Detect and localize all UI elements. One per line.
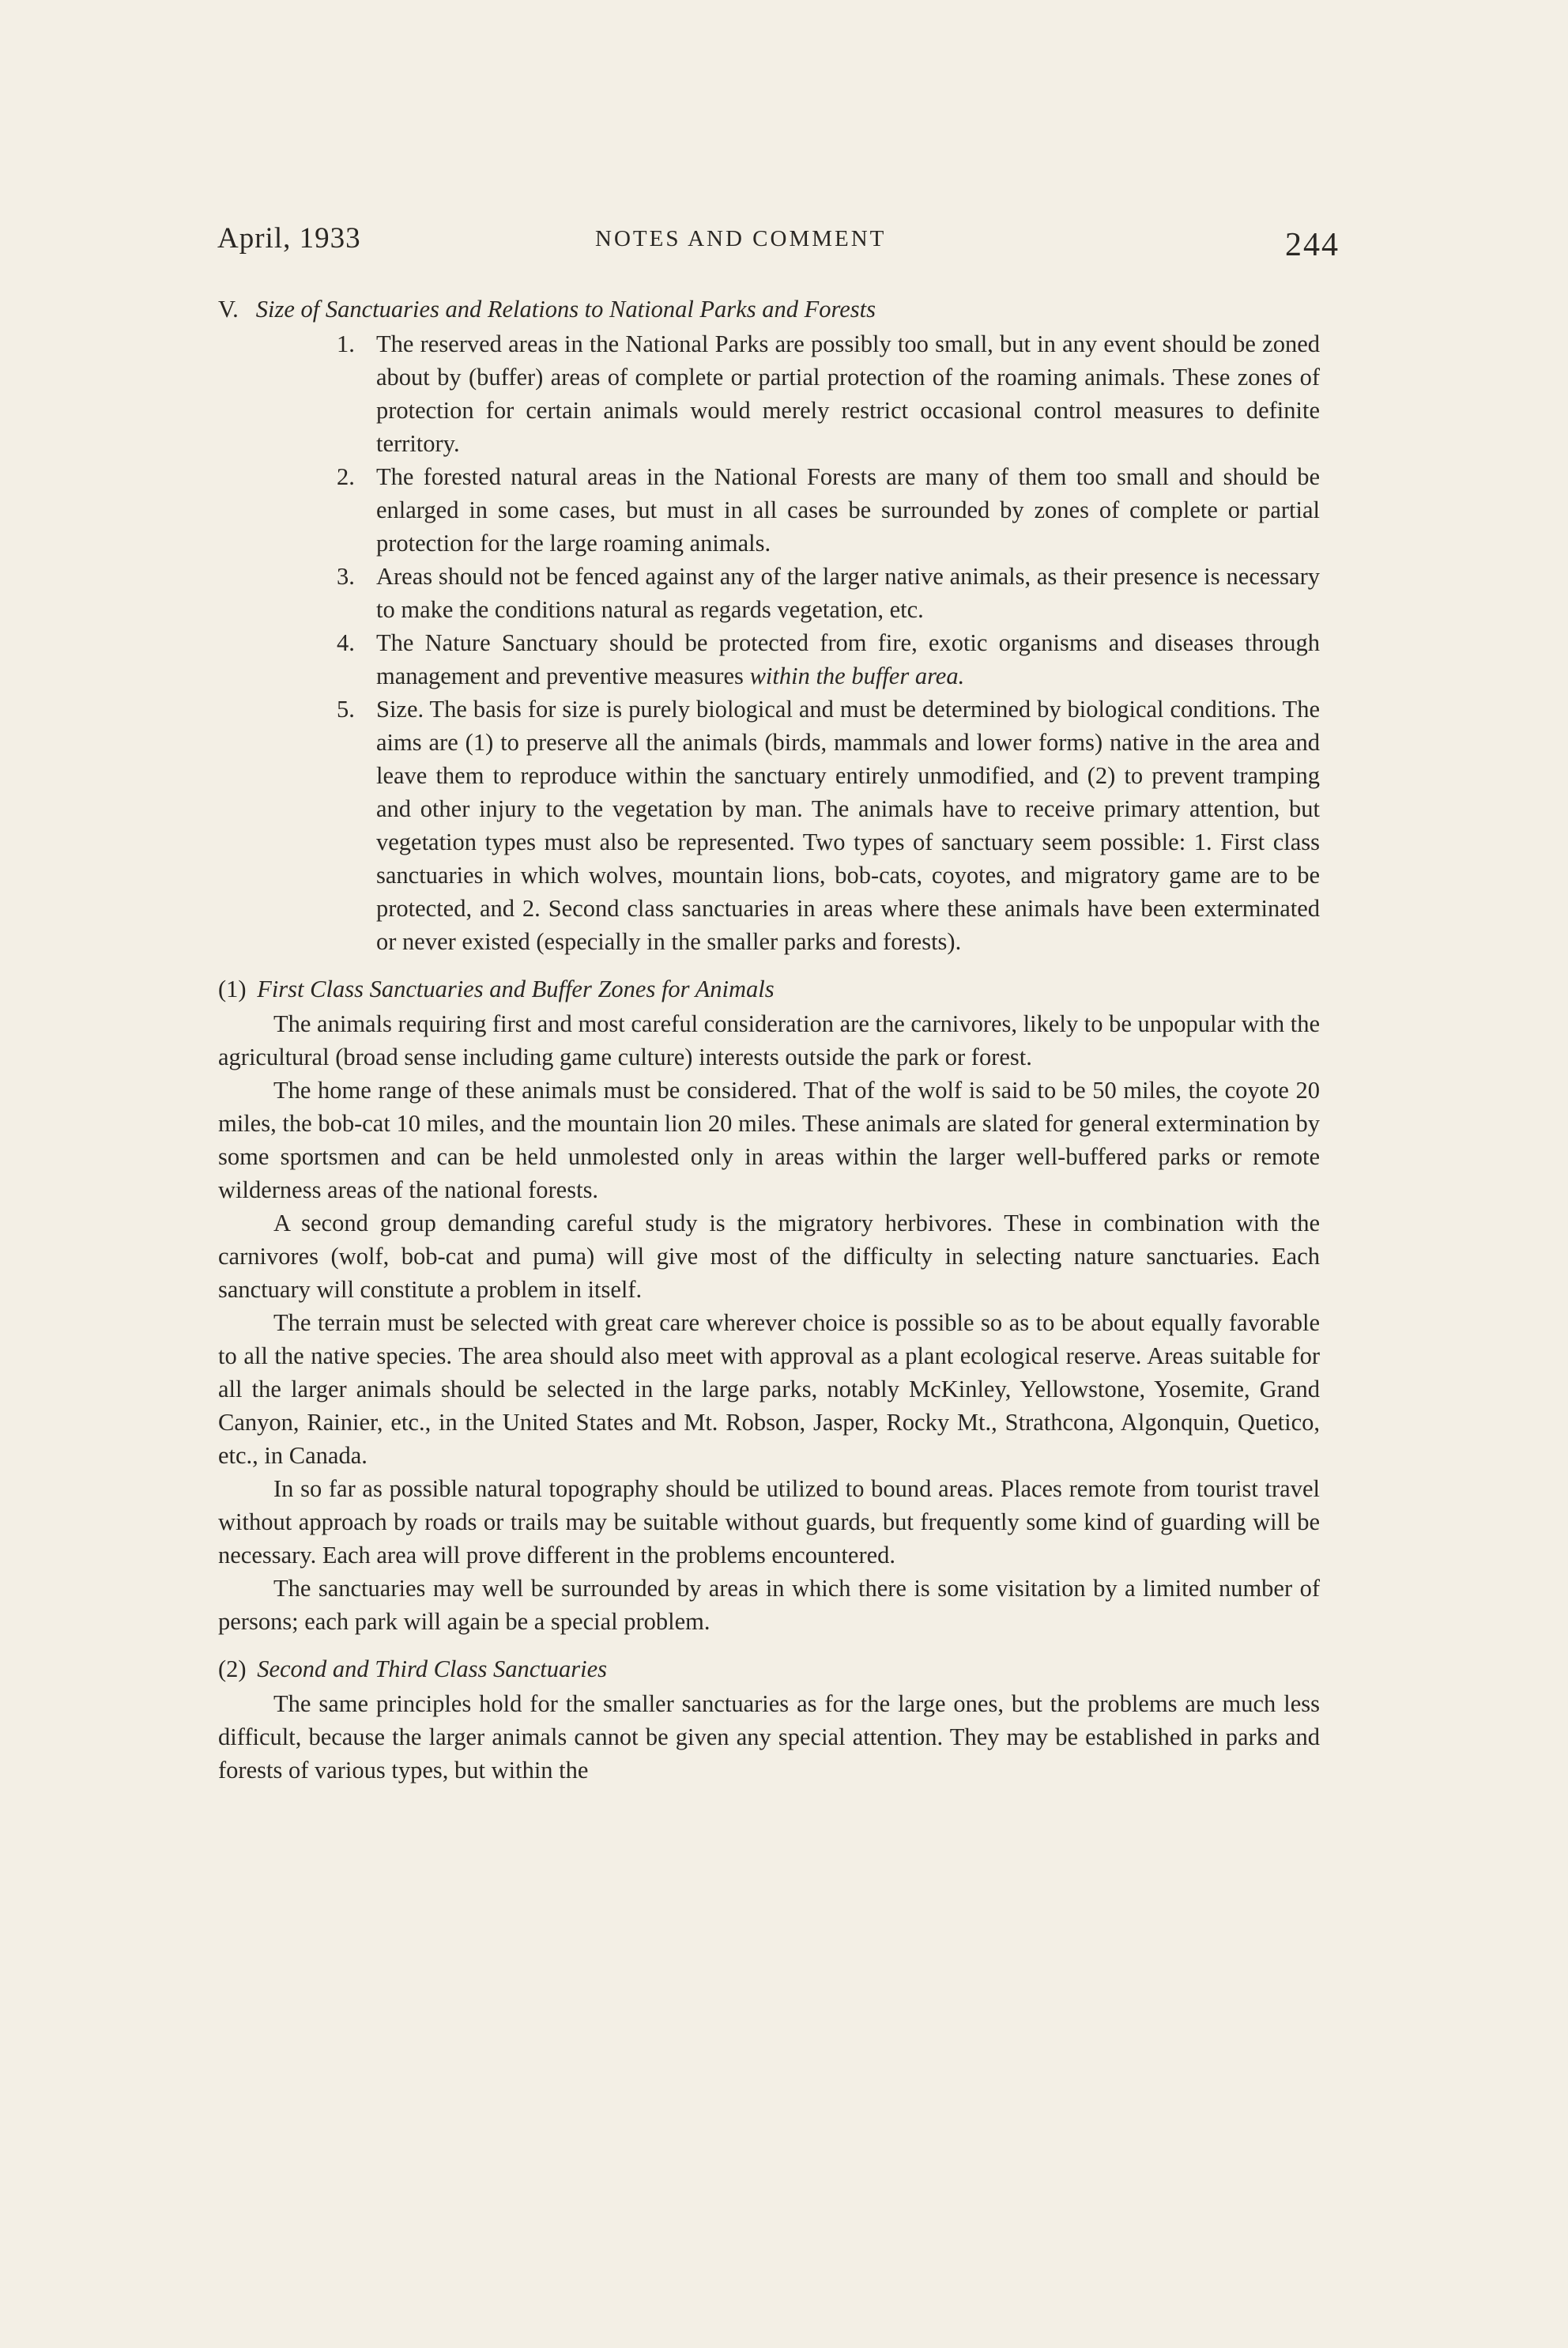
paragraph: The animals requiring first and most careful consideration are the carnivores, likely to be unpopular with the agricultural (broad sense including game culture) interests outside the park or forest.	[218, 1010, 1320, 1070]
paragraph: The sanctuaries may well be surrounded by areas in which there is some visitation by a limited number of persons; each park will again be a special problem.	[218, 1575, 1320, 1635]
list-item-number: 3.	[337, 563, 355, 590]
page-number: 244	[1285, 227, 1340, 263]
paragraph: A second group demanding careful study is the migratory herbivores. These in combination with the carnivores (wolf, bob-cat and puma) will give most of the difficulty in selecting nature sanctuaries. Each sanctuary will constitute a problem in itself.	[218, 1210, 1320, 1303]
header-date: April, 1933	[217, 222, 361, 255]
running-title: NOTES AND COMMENT	[595, 226, 887, 251]
list-item	[218, 460, 1320, 560]
list-item-text: The Nature Sanctuary should be protected from fire, exotic organisms and diseases through management and preventive measures	[376, 629, 1320, 689]
subsection-title: Second and Third Class Sanctuaries	[257, 1655, 608, 1682]
list-item-number: 1.	[337, 330, 355, 357]
list-item-emphasis: within the buffer area.	[749, 662, 965, 689]
subsection-number: (2)	[218, 1655, 247, 1682]
section-heading	[218, 293, 1320, 326]
subsection-title: First Class Sanctuaries and Buffer Zones for Animals	[257, 976, 775, 1002]
subsection-heading	[218, 1652, 1320, 1686]
list-item-text: Size. The basis for size is purely biological and must be determined by biological conditions. The aims are (1) to preserve all the animals (birds, mammals and lower forms) native in the area and leave them to reproduce within the sanctuary entirely unmodified, and (2) to prevent tramping and other injury to the vegetation by man. The animals have to receive primary attention, but vegetation types must also be represented. Two types of sanctuary seem possible: 1. First class sanctuaries in which wolves, mountain lions, bob-cats, coyotes, and migratory game are to be protected, and 2. Second class sanctuaries in areas where these animals have been exterminated or never existed (especially in the smaller parks and forests).	[376, 696, 1320, 955]
subsection-number: (1)	[218, 976, 247, 1002]
list-item	[218, 626, 1320, 693]
section-number: V.	[218, 296, 239, 323]
section-title: Size of Sanctuaries and Relations to National Parks and Forests	[255, 296, 876, 323]
list-item-number: 4.	[337, 629, 355, 656]
page-header	[217, 218, 1340, 266]
list-item-number: 5.	[337, 696, 355, 723]
list-item-text: The reserved areas in the National Parks are possibly too small, but in any event should be zoned about by (buffer) areas of complete or partial protection of the roaming animals. These zones of protection for certain animals would merely restrict occasional control measures to definite territory.	[376, 330, 1320, 457]
list-item-number: 2.	[337, 463, 355, 490]
paragraph: In so far as possible natural topography should be utilized to bound areas. Places remote from tourist travel without approach by roads or trails may be suitable without guards, but frequently some kind of guarding will be necessary. Each area will prove different in the problems encountered.	[218, 1475, 1320, 1568]
list-item-text: The forested natural areas in the National Forests are many of them too small and should be enlarged in some cases, but must in all cases be surrounded by zones of complete or partial protection for the large roaming animals.	[376, 463, 1320, 557]
page-body	[218, 293, 1320, 1787]
list-item	[218, 693, 1320, 958]
list-item	[218, 560, 1320, 626]
paragraph: The same principles hold for the smaller sanctuaries as for the large ones, but the problems are much less difficult, because the larger animals cannot be given any special attention. They may be established in parks and forests of various types, but within the	[218, 1690, 1320, 1784]
numbered-list	[218, 327, 1320, 958]
paragraph: The terrain must be selected with great care wherever choice is possible so as to be about equally favorable to all the native species. The area should also meet with approval as a plant ecological reserve. Areas suitable for all the larger animals should be selected in the large parks, notably McKinley, Yellowstone, Yosemite, Grand Canyon, Rainier, etc., in the United States and Mt. Robson, Jasper, Rocky Mt., Strathcona, Algonquin, Quetico, etc., in Canada.	[218, 1309, 1320, 1469]
list-item-text: Areas should not be fenced against any of the larger native animals, as their presence is necessary to make the conditions natural as regards vegetation, etc.	[376, 563, 1320, 623]
paragraph: The home range of these animals must be considered. That of the wolf is said to be 50 miles, the coyote 20 miles, the bob-cat 10 miles, and the mountain lion 20 miles. These animals are slated for general extermination by some sportsmen and can be held unmolested only in areas within the larger well-buffered parks or remote wilderness areas of the national forests.	[218, 1077, 1320, 1203]
subsection-heading	[218, 972, 1320, 1006]
list-item	[218, 327, 1320, 460]
